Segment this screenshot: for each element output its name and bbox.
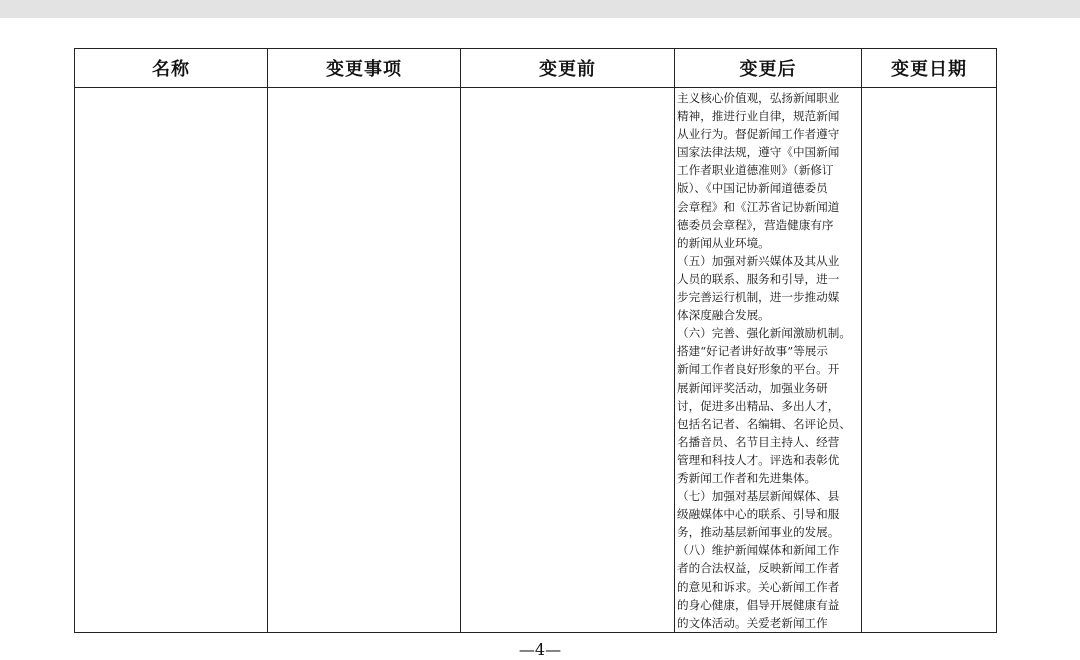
after-line: 管理和科技人才。评选和表彰优 [677, 452, 840, 467]
after-line: 版）、《中国记协新闻道德委员 [677, 181, 828, 196]
after-line: 工作者职业道德准则》（新修订 [677, 163, 834, 178]
after-line: 的新闻从业环境。 [677, 235, 770, 250]
after-line: 主义核心价值观，弘扬新闻职业 [677, 91, 840, 105]
after-line: 精神，推进行业自律，规范新闻 [677, 109, 840, 124]
after-line: （六）完善、强化新闻激励机制。 [677, 326, 851, 341]
cell-after-change [675, 88, 862, 633]
after-line: 的意见和诉求。关心新闻工作者 [677, 579, 840, 594]
after-line: 包括名记者、名编辑、名评论员、 [677, 416, 851, 431]
after-line: 秀新闻工作者和先进集体。 [677, 470, 817, 485]
cell-change-date [862, 88, 997, 633]
after-line: 步完善运行机制，进一步推动媒 [677, 290, 840, 305]
after-line: 者的合法权益，反映新闻工作者 [677, 561, 840, 576]
after-line: 人员的联系、服务和引导，进一 [677, 271, 840, 286]
after-line: 名播音员、名节目主持人、经营 [677, 434, 840, 449]
after-line: 搭建“好记者讲好故事”等展示 [677, 344, 828, 359]
after-line: 德委员会章程》，营造健康有序 [677, 217, 834, 232]
header-after-change: 变更后 [675, 49, 862, 88]
table-row [75, 88, 997, 633]
cell-name [75, 88, 268, 633]
header-name: 名称 [75, 49, 268, 88]
header-before-change: 变更前 [461, 49, 675, 88]
after-line: 会章程》和《江苏省记协新闻道 [677, 199, 840, 214]
change-record-table [74, 48, 997, 633]
header-change-date: 变更日期 [862, 49, 997, 88]
after-line: 讨，促进多出精品、多出人才， [677, 398, 840, 413]
after-line: （八）维护新闻媒体和新闻工作 [677, 543, 840, 558]
page-number: —4— [518, 640, 562, 659]
after-line: 展新闻评奖活动，加强业务研 [677, 380, 828, 395]
after-line: 务，推动基层新闻事业的发展。 [677, 525, 840, 540]
after-line: 新闻工作者良好形象的平台。开 [677, 362, 840, 377]
after-line: 从业行为。督促新闻工作者遵守 [677, 127, 840, 142]
after-line: 体深度融合发展。 [677, 308, 770, 323]
after-line: 国家法律法规，遵守《中国新闻 [677, 145, 840, 160]
after-line: （五）加强对新兴媒体及其从业 [677, 253, 840, 268]
after-line: 的身心健康，倡导开展健康有益 [677, 597, 840, 612]
after-line: 的文体活动。关爱老新闻工作 [677, 615, 828, 630]
cell-before-change [461, 88, 675, 633]
table-header-row [75, 49, 997, 88]
after-line: （七）加强对基层新闻媒体、县 [677, 489, 840, 504]
cell-change-item [268, 88, 461, 633]
header-change-item: 变更事项 [268, 49, 461, 88]
after-line: 级融媒体中心的联系、引导和服 [677, 507, 840, 522]
viewer-top-bar [0, 0, 1080, 18]
